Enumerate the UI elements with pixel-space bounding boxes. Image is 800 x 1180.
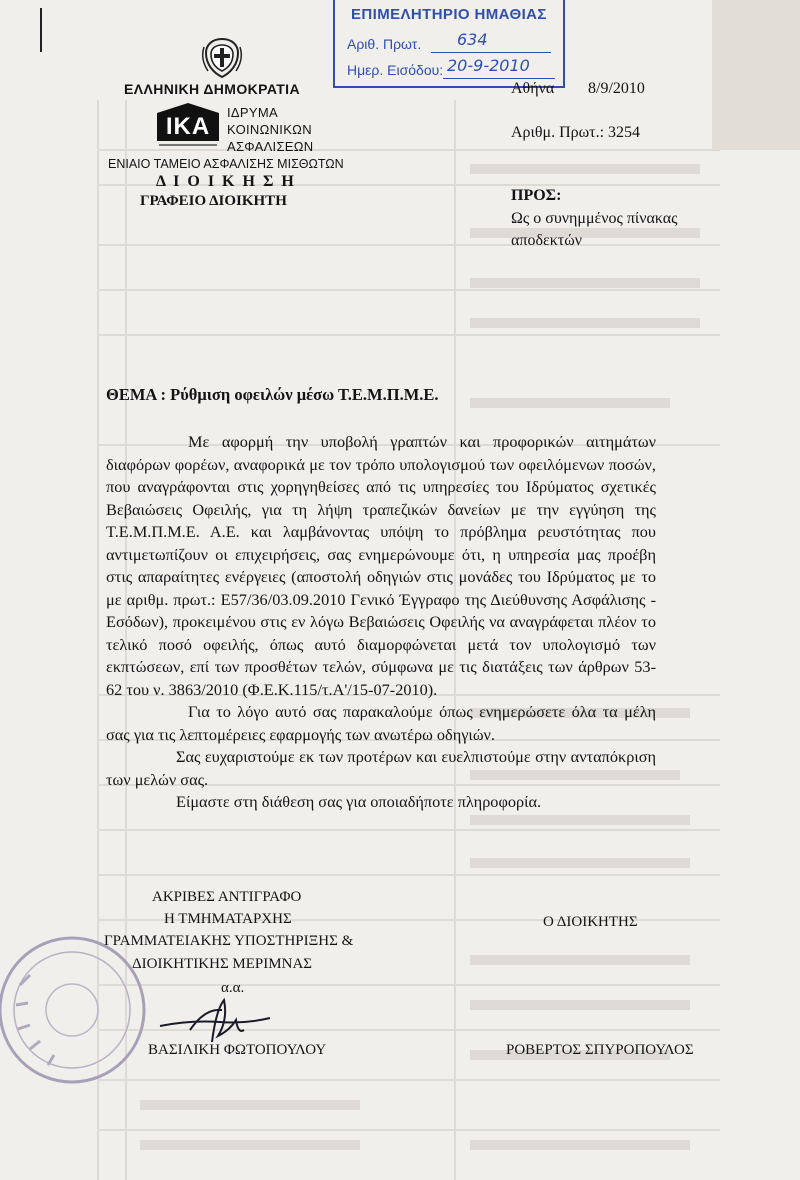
ika-logo-text: ΙΚΑ — [157, 113, 219, 141]
office-heading: ΓΡΑΦΕΙΟ ΔΙΟΙΚΗΤΗ — [140, 193, 287, 209]
recipients-line-2: αποδεκτών — [511, 232, 582, 249]
org-line-3: ΑΣΦΑΛΙΣΕΩΝ — [227, 139, 314, 154]
body-paragraph-2: Για το λόγο αυτό σας παρακαλούμε όπως ενημερώσετε όλα τα μέλη σας για τις λεπτομέρειες εφαρμογής των ανωτέρω οδηγιών. — [106, 702, 656, 744]
copy-line-1: ΑΚΡΙΒΕΣ ΑΝΤΙΓΡΑΦΟ — [152, 889, 302, 905]
recipients-label: ΠΡΟΣ: — [511, 187, 562, 204]
document-date: 8/9/2010 — [588, 80, 645, 97]
stamp-date-label: Ημερ. Εισόδου: — [347, 62, 444, 78]
copy-aa: α.α. — [221, 980, 245, 996]
org-line-2: ΚΟΙΝΩΝΙΚΩΝ — [227, 122, 312, 137]
protocol-number: Αριθμ. Πρωτ.: 3254 — [511, 124, 641, 141]
official-seal — [0, 925, 170, 1095]
body-paragraph-3: Σας ευχαριστούμε εκ των προτέρων και ευελπιστούμε στην ανταπόκριση των μελών σας. — [106, 747, 656, 789]
place: Αθήνα — [511, 80, 555, 97]
copy-line-2: Η ΤΜΗΜΑΤΑΡΧΗΣ — [164, 911, 292, 927]
margin-mark — [40, 8, 42, 52]
handwritten-signature — [150, 990, 280, 1050]
letter-body — [106, 431, 656, 814]
recipients-line-1: Ως ο συνημμένος πίνακας — [511, 210, 678, 227]
directorate-heading: Δ Ι Ο Ι Κ Η Σ Η — [156, 173, 296, 190]
stamp-title: ΕΠΙΜΕΛΗΤΗΡΙΟ ΗΜΑΘΙΑΣ — [351, 6, 547, 23]
received-stamp — [333, 0, 565, 88]
org-name-block — [227, 104, 313, 155]
body-paragraph-4: Είμαστε στη διάθεση σας για οποιαδήποτε πληροφορία. — [176, 792, 542, 811]
copy-line-3: ΓΡΑΜΜΑΤΕΙΑΚΗΣ ΥΠΟΣΤΗΡΙΞΗΣ & — [104, 933, 354, 949]
stamp-date-value: 20-9-2010 — [447, 56, 530, 75]
fund-name: ΕΝΙΑΙΟ ΤΑΜΕΙΟ ΑΣΦΑΛΙΣΗΣ ΜΙΣΘΩΤΩΝ — [108, 157, 344, 171]
subject-line: ΘΕΜΑ : Ρύθμιση οφειλών μέσω Τ.Ε.Μ.Π.Μ.Ε. — [106, 385, 439, 404]
org-line-1: ΙΔΡΥΜΑ — [227, 105, 278, 120]
governor-name: ΡΟΒΕΡΤΟΣ ΣΠΥΡΟΠΟΥΛΟΣ — [506, 1042, 694, 1058]
stamp-protocol-label: Αριθ. Πρωτ. — [347, 36, 422, 52]
copy-line-4: ΔΙΟΙΚΗΤΙΚΗΣ ΜΕΡΙΜΝΑΣ — [132, 956, 313, 972]
copy-signatory-name: ΒΑΣΙΛΙΚΗ ΦΩΤΟΠΟΥΛΟΥ — [148, 1042, 327, 1058]
stamp-protocol-value: 634 — [457, 30, 488, 49]
body-paragraph-1: Με αφορμή την υποβολή γραπτών και προφορικών αιτημάτων διαφόρων φορέων, αναφορικά με τον τρόπο υπολογισμού των οφειλόμενων ποσών, που αναγράφονται στις χορηγηθείσες από τις υπηρεσίες του Ιδρύματος σχετικές Βεβαιώσεις Οφειλής, για τη λήψη τραπεζικών δανείων με την εγγύηση της Τ.Ε.Μ.Π.Μ.Ε. Α.Ε. και λαμβάνοντας υπόψη το πρόβλημα ρευστότητας που αντιμετωπίζουν οι επιχειρήσεις, σας ενημερώνουμε ότι, η υπηρεσία μας προέβη στις απαραίτητες ενέργειες (αποστολή οδηγιών στις μονάδες του Ιδρύματος με το με αριθμ. πρωτ.: Ε57/36/03.09.2010 Γενικό Έγγραφο της Διεύθυνσης Ασφάλισης - Εσόδων), προκειμένου στις εν λόγω Βεβαιώσεις Οφειλής να αναγράφεται πλέον το τελικό ποσό οφειλής, όπως αυτό διαμορφώνεται μετά τον υπολογισμό των εκπτώσεων, επί των προσθέτων τελών, σύμφωνα με τις διατάξεις των άρθρων 53-62 του ν. 3863/2010 (Φ.Ε.Κ.115/τ.Α'/15-07-2010). — [106, 432, 656, 699]
coat-of-arms-emblem — [200, 35, 244, 81]
ika-logo — [157, 103, 219, 149]
republic-heading: ΕΛΛΗΝΙΚΗ ΔΗΜΟΚΡΑΤΙΑ — [124, 81, 300, 97]
governor-title: Ο ΔΙΟΙΚΗΤΗΣ — [543, 914, 638, 930]
